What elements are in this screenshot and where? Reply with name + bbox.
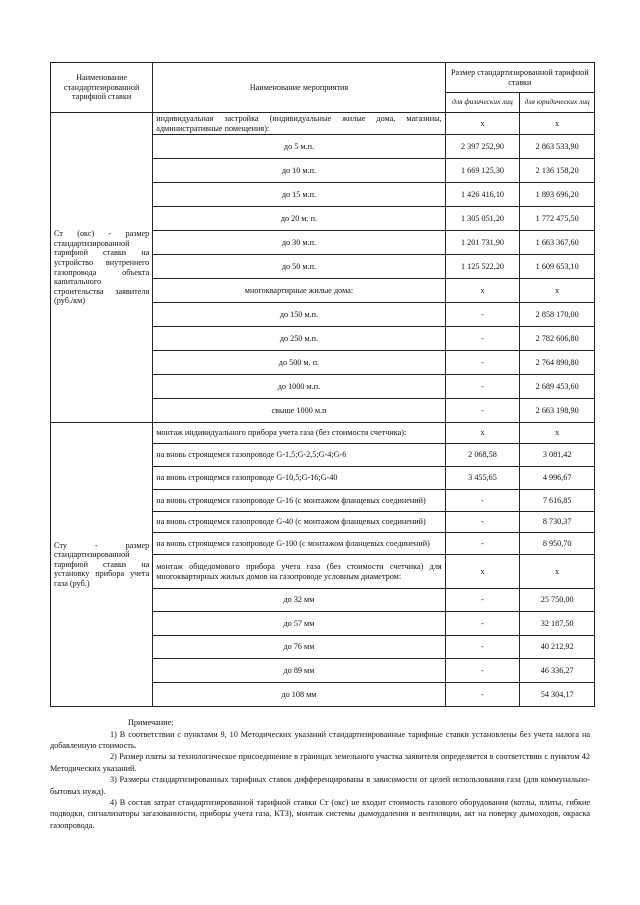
event-cell: до 1000 м.п. [153,375,445,399]
tariff-table [50,62,595,707]
header-name: Наименование стандартизированной тарифной ставки [51,63,153,113]
event-cell: до 15 м.п. [153,183,445,207]
jur-value-cell: 25 750,00 [520,589,595,612]
note-item: 1) В соответствии с пунктами 9, 10 Методических указаний стандартизированные тарифные ставки установлены без учета налога на добавленную стоимость. [50,729,590,750]
phys-value-cell: - [445,490,520,512]
jur-value-cell: х [520,279,595,303]
jur-value-cell: 3 081,42 [520,444,595,467]
phys-value-cell: х [445,423,520,444]
phys-value-cell: - [445,375,520,399]
event-cell: свыше 1000 м.п [153,399,445,423]
phys-value-cell: 1 125 522,20 [445,255,520,279]
event-cell: до 32 мм [153,589,445,612]
section-2 [51,423,595,707]
header-event: Наименование мероприятия [153,63,445,113]
jur-value-cell: 1 772 475,50 [520,207,595,231]
jur-value-cell: 40 212,92 [520,636,595,659]
event-cell: до 10 м.п. [153,159,445,183]
event-cell: на вновь строящемся газопроводе G-40 (с монтажом фланцевых соединений) [153,512,445,533]
table-row [51,423,595,444]
phys-value-cell: 2 068,58 [445,444,520,467]
jur-value-cell: 4 996,67 [520,467,595,490]
phys-value-cell: - [445,399,520,423]
event-cell: на вновь строящемся газопроводе G-16 (с монтажом фланцевых соединений) [153,490,445,512]
phys-value-cell: - [445,533,520,555]
phys-value-cell: - [445,589,520,612]
header-rate: Размер стандартизированной тарифной ставки [445,63,594,93]
phys-value-cell: 1 426 416,10 [445,183,520,207]
tariff-name-cell: Сту - размер стандартизированной тарифной ставки на установку прибора учета газа (руб.) [51,423,153,707]
jur-value-cell: 2 136 158,20 [520,159,595,183]
event-cell: до 5 м.п. [153,135,445,159]
event-cell: до 30 м.п. [153,231,445,255]
notes-title: Примечание: [128,718,174,728]
event-cell: до 500 м. п. [153,351,445,375]
table-row [51,113,595,135]
notes [50,717,590,831]
jur-value-cell: 2 858 170,00 [520,303,595,327]
event-cell: до 76 мм [153,636,445,659]
event-cell: на вновь строящемся газопроводе G-10,5;G-16;G-40 [153,467,445,490]
event-cell: на вновь строящемся газопроводе G-100 (с монтажом фланцевых соединений) [153,533,445,555]
jur-value-cell: 54 304,17 [520,683,595,707]
jur-value-cell: х [520,113,595,135]
phys-value-cell: - [445,327,520,351]
event-cell: до 108 мм [153,683,445,707]
jur-value-cell: 1 663 367,60 [520,231,595,255]
phys-value-cell: х [445,279,520,303]
event-cell: до 57 мм [153,612,445,636]
jur-value-cell: 7 616,85 [520,490,595,512]
event-cell: индивидуальная застройка (индивидуальные жилые дома, магазины, административные помещения): [153,113,445,135]
jur-value-cell: 46 336,27 [520,659,595,683]
phys-value-cell: - [445,351,520,375]
jur-value-cell: х [520,423,595,444]
note-item: 3) Размеры стандартизированных тарифных ставок дифференцированы в зависимости от целей использования газа (для коммунально-бытовых нужд). [50,775,590,796]
note-item: 2) Размер платы за технологическое присоединение в границах земельного участка заявителя определяется в соответствии с пунктом 42 Методических указаний. [50,752,590,773]
phys-value-cell: 3 455,65 [445,467,520,490]
event-cell: на вновь строящемся газопроводе G-1,5;G-2,5;G-4;G-6 [153,444,445,467]
section-1 [51,113,595,423]
event-cell: до 150 м.п. [153,303,445,327]
phys-value-cell: х [445,555,520,589]
phys-value-cell: - [445,636,520,659]
jur-value-cell: 8 730,37 [520,512,595,533]
event-cell: монтаж индивидуального прибора учета газа (без стоимости счетчика): [153,423,445,444]
phys-value-cell: 1 305 051,20 [445,207,520,231]
header-jur: для юридических лиц [520,93,595,113]
phys-value-cell: 1 201 731,90 [445,231,520,255]
event-cell: до 250 м.п. [153,327,445,351]
event-cell: монтаж общедомового прибора учета газа (без стоимости счетчика) для многоквартирных жилых домов на газопроводе условным диаметром: [153,555,445,589]
jur-value-cell: 2 782 606,80 [520,327,595,351]
jur-value-cell: 2 663 198,90 [520,399,595,423]
phys-value-cell: - [445,659,520,683]
jur-value-cell: 32 187,50 [520,612,595,636]
phys-value-cell: - [445,612,520,636]
phys-value-cell: - [445,303,520,327]
jur-value-cell: 2 863 533,90 [520,135,595,159]
event-cell: до 20 м. п. [153,207,445,231]
jur-value-cell: 1 609 653,10 [520,255,595,279]
tariff-name-cell: Ст (окс) - размер стандартизированной тарифной ставки на устройство внутреннего газопровода объекта капитального строительства заявителя (руб./км) [51,113,153,423]
jur-value-cell: 2 689 453,60 [520,375,595,399]
phys-value-cell: 1 669 125,30 [445,159,520,183]
phys-value-cell: - [445,512,520,533]
phys-value-cell: х [445,113,520,135]
phys-value-cell: - [445,683,520,707]
header-phys: для физических лиц [445,93,520,113]
phys-value-cell: 2 397 252,90 [445,135,520,159]
note-item: 4) В состав затрат стандартизированной тарифной ставки Ст (окс) не входит стоимость газового оборудования (котлы, плиты, гибкие подводки, сигнализаторы загазованности, приборы учета газа, КТЗ), монтаж системы дымоудаления и вентиляции, акт на поверку дымоходов, окраска газопровода. [50,798,590,830]
document-page [50,62,610,831]
jur-value-cell: 8 950,70 [520,533,595,555]
event-cell: до 89 мм [153,659,445,683]
event-cell: до 50 м.п. [153,255,445,279]
jur-value-cell: 2 764 890,80 [520,351,595,375]
event-cell: многоквартирные жилые дома: [153,279,445,303]
jur-value-cell: 1 893 696,20 [520,183,595,207]
jur-value-cell: х [520,555,595,589]
